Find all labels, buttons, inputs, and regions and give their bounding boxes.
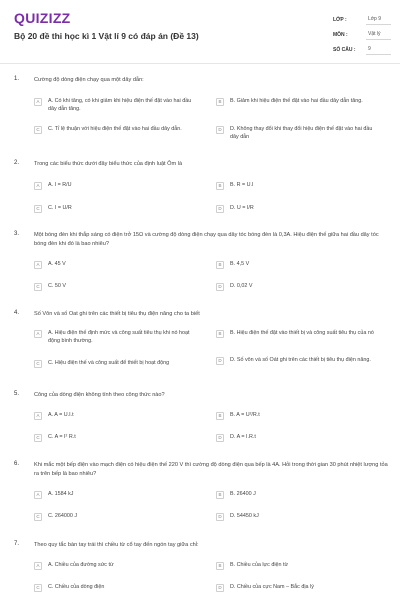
option-d[interactable] (216, 126, 381, 141)
question-number: 6. (14, 461, 20, 467)
option-a[interactable] (34, 182, 199, 190)
option-text: C. I = U/R (48, 205, 72, 211)
option-b[interactable] (216, 491, 381, 499)
option-a[interactable] (34, 491, 199, 499)
option-letter: D (216, 434, 224, 442)
option-text: A. Hiệu điện thế định mức và công suất tiêu thụ khi nó hoạt động bình thường. (48, 330, 190, 344)
question-number: 1. (14, 76, 20, 82)
question-text: Số Vôn và số Oat ghi trên các thiết bị tiêu thụ điện năng cho ta biết (34, 311, 200, 317)
option-letter: D (216, 584, 224, 592)
option-text: B. A = U²/R.t (230, 412, 260, 418)
option-letter: C (34, 584, 42, 592)
option-text: D. U = I/R (230, 205, 254, 211)
option-text: C. 50 V (48, 283, 66, 289)
option-a[interactable] (34, 412, 199, 420)
meta-value: Vật lý (366, 29, 391, 40)
option-letter: B (216, 412, 224, 420)
meta-info (333, 12, 391, 57)
option-text: B. Chiều của lực điện từ (230, 562, 289, 568)
option-d[interactable] (216, 283, 381, 291)
option-a[interactable] (34, 330, 199, 345)
option-d[interactable] (216, 357, 381, 365)
header (0, 0, 400, 64)
option-letter: D (216, 357, 224, 365)
option-letter: C (34, 126, 42, 134)
option-text: B. Hiệu điện thế đặt vào thiết bị và công suất tiêu thụ của nó (230, 330, 374, 336)
option-letter: A (34, 491, 42, 499)
option-letter: B (216, 491, 224, 499)
option-c[interactable] (34, 513, 199, 521)
option-text: B. 4,5 V (230, 261, 250, 267)
option-text: A. I = R/U (48, 182, 72, 188)
option-letter: C (34, 513, 42, 521)
option-c[interactable] (34, 126, 199, 134)
option-b[interactable] (216, 98, 381, 106)
option-text: C. Tỉ lệ thuận với hiệu điện thế đặt vào hai đầu dây dẫn. (48, 126, 182, 132)
option-text: D. Chiều của cực Nam – Bắc địa lý (230, 584, 314, 590)
option-letter: B (216, 330, 224, 338)
option-b[interactable] (216, 412, 381, 420)
option-letter: A (34, 562, 42, 570)
option-letter: D (216, 283, 224, 291)
option-text: C. 264000 J (48, 513, 78, 519)
option-text: D. 54450 kJ (230, 513, 259, 519)
option-letter: D (216, 513, 224, 521)
option-d[interactable] (216, 584, 381, 592)
option-letter: A (34, 330, 42, 338)
option-text: B. Giảm khi hiệu điện thế đặt vào hai đầu dây dẫn tăng. (230, 98, 363, 104)
option-a[interactable] (34, 98, 199, 113)
option-letter: B (216, 98, 224, 106)
option-letter: A (34, 261, 42, 269)
question-number: 5. (14, 391, 20, 397)
quizizz-logo: QUIZIZZ (14, 10, 71, 26)
question-text: Công của dòng điện không tính theo công thức nào? (34, 392, 165, 398)
option-text: C. Chiều của dòng điện (48, 584, 105, 590)
question-text: Theo quy tắc bàn tay trái thì chiều từ cổ tay đến ngón tay giữa chỉ: (34, 542, 199, 548)
option-letter: B (216, 562, 224, 570)
meta-label: SỐ CÂU : (333, 46, 356, 53)
option-text: A. 1584 kJ (48, 491, 74, 497)
question-number: 2. (14, 160, 20, 166)
meta-label: LỚP : (333, 16, 347, 23)
option-c[interactable] (34, 205, 199, 213)
option-letter: B (216, 261, 224, 269)
option-b[interactable] (216, 562, 381, 570)
option-d[interactable] (216, 513, 381, 521)
option-d[interactable] (216, 434, 381, 442)
question-text: Cường độ dòng điện chạy qua một dây dẫn: (34, 77, 144, 83)
option-b[interactable] (216, 261, 381, 269)
option-text: B. 26400 J (230, 491, 256, 497)
meta-value: Lớp 9 (366, 14, 391, 25)
option-letter: D (216, 205, 224, 213)
option-letter: C (34, 283, 42, 291)
question-text: Khi mắc một bếp điện vào mạch điện có hiệu điện thế 220 V thì cường độ dòng điện qua bếp là 4A. Hỏi trong thời gian 30 phút nhiệt lượng tỏa ra trên bếp là bao nhiêu? (34, 462, 388, 477)
option-a[interactable] (34, 562, 199, 570)
option-text: C. A = I² R.t (48, 434, 76, 440)
option-text: D. Số vôn và số Oát ghi trên các thiết bị tiêu thụ điện năng. (230, 357, 371, 363)
option-text: A. Có khi tăng, có khi giảm khi hiệu điện thế đặt vào hai đầu dây dẫn tăng. (48, 98, 192, 112)
option-letter: C (34, 360, 42, 368)
option-letter: A (34, 412, 42, 420)
question-number: 3. (14, 231, 20, 237)
option-c[interactable] (34, 283, 199, 291)
question-number: 4. (14, 310, 20, 316)
question-text: Trong các biểu thức dưới đây biểu thức của định luật Ôm là (34, 161, 183, 167)
option-letter: C (34, 205, 42, 213)
option-text: D. 0,02 V (230, 283, 253, 289)
meta-label: MÔN : (333, 31, 348, 38)
document-title: Bộ 20 đề thi học kì 1 Vật lí 9 có đáp án (Đề 13) (14, 31, 199, 41)
option-b[interactable] (216, 182, 381, 190)
option-text: B. R = U.I (230, 182, 254, 188)
meta-row-class (333, 12, 391, 27)
option-text: D. A = I.R.t (230, 434, 256, 440)
option-letter: D (216, 126, 224, 134)
option-c[interactable] (34, 360, 199, 368)
option-c[interactable] (34, 584, 199, 592)
option-letter: A (34, 182, 42, 190)
option-letter: C (34, 434, 42, 442)
option-text: A. Chiều của đường sức từ (48, 562, 114, 568)
option-letter: B (216, 182, 224, 190)
meta-row-count (333, 42, 391, 57)
option-text: D. Không thay đổi khi thay đổi hiệu điện thế đặt vào hai đầu dây dẫn (230, 126, 373, 140)
meta-row-subject (333, 27, 391, 42)
option-d[interactable] (216, 205, 381, 213)
option-a[interactable] (34, 261, 199, 269)
meta-value: 9 (366, 44, 391, 55)
question-number: 7. (14, 541, 20, 547)
option-letter: A (34, 98, 42, 106)
option-text: A. A = U.I.t (48, 412, 74, 418)
question-text: Một bóng đèn khi thắp sáng có điện trở 15Ω và cường độ dòng điện chạy qua dây tóc bóng đèn là 0,3A. Hiệu điện thế giữa hai đầu dây tóc bóng đèn khi đó là bao nhiêu? (34, 232, 379, 247)
option-c[interactable] (34, 434, 199, 442)
option-text: C. Hiệu điện thế và công suất để thiết bị hoạt động (48, 360, 170, 366)
option-text: A. 45 V (48, 261, 66, 267)
option-b[interactable] (216, 330, 381, 338)
